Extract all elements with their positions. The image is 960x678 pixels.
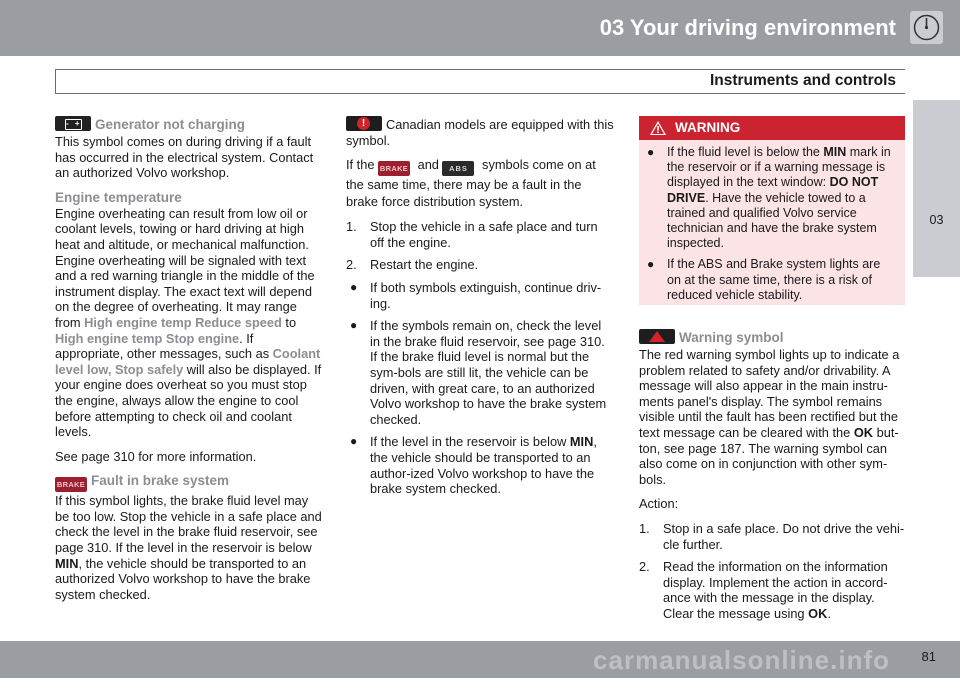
bullet-icon: ● xyxy=(350,318,358,333)
brake-bullets xyxy=(346,280,614,497)
bullet-text: If the level in the reservoir is below xyxy=(370,434,570,450)
warn1-text-3: . Have the vehicle towed to a trained and qualified Volvo service technician and have the brake system inspected. xyxy=(667,190,877,251)
red-triangle-icon xyxy=(639,329,675,344)
list-item xyxy=(346,219,614,250)
warning-triangle-icon xyxy=(649,120,667,136)
if-the-text: If the xyxy=(346,157,379,173)
step-number: 1. xyxy=(346,219,357,235)
message-coolant-low: Coolant level low, Stop safely xyxy=(55,346,321,377)
list-item xyxy=(643,257,897,303)
warn1-text-2: mark in the reservoir or if a warning message is displayed in the text window: xyxy=(667,145,891,190)
symbol-text-1: The red warning symbol lights up to indicate a problem related to safety and/or drivability. A message will also appear in the main instru-ments panel's display. The symbol remains visible until the fault has been rectified but the text message can be cleared with the xyxy=(639,347,900,440)
message-stop-engine: High engine temp Stop engine xyxy=(55,330,240,346)
abs-symbol-icon: ABS xyxy=(442,161,474,176)
page-number: 81 xyxy=(921,649,936,664)
bullet-text: If the symbols remain on, check the level in the brake fluid reservoir, see page 310. If the brake fluid level is normal but the sym-bols are still lit, the vehicle can be driven, with great care, to an authorized Volvo workshop to have the brake system checked. xyxy=(370,318,607,427)
bullet-icon: ● xyxy=(647,257,655,272)
restart-steps xyxy=(346,219,614,273)
watermark: carmanualsonline.info xyxy=(593,645,890,675)
symbol-text-2: but-ton, see page 187. The warning symbol can also come on in conjunction with other sym-bols. xyxy=(639,424,899,487)
speedometer-icon xyxy=(910,11,943,44)
and-text: and xyxy=(414,157,443,173)
canadian-text xyxy=(346,116,614,148)
step-text: Stop in a safe place. Do not drive the vehi-cle further. xyxy=(663,520,905,552)
bullet-icon: ● xyxy=(350,279,358,294)
engine-text-3: will also be displayed. If your engine does overheat so you must stop the engine, always allow the engine to cool before attempting to check oil and coolant levels. xyxy=(55,361,322,440)
engine-temp-heading: Engine temperature xyxy=(55,189,182,205)
warning-body xyxy=(639,140,905,303)
step-number: 2. xyxy=(346,257,357,273)
brake-symbol-icon: BRAKE xyxy=(55,477,87,492)
warning-title: WARNING xyxy=(675,120,741,135)
step-text: Restart the engine. xyxy=(370,257,479,273)
bullet-text: If both symbols extinguish, continue driv-ing. xyxy=(370,279,602,311)
warning-list xyxy=(643,145,897,303)
warning-header xyxy=(639,116,905,140)
brake-min: MIN xyxy=(55,555,79,571)
brake-symbol-icon: BRAKE xyxy=(378,161,410,176)
min-label: MIN xyxy=(569,434,594,450)
ok-label: OK xyxy=(853,424,874,440)
list-item xyxy=(643,145,897,251)
column-3 xyxy=(639,116,905,629)
brake-text-2: , the vehicle should be transported to an authorized Volvo workshop to have the brake system checked. xyxy=(55,555,311,602)
generator-heading xyxy=(55,116,323,133)
chapter-tab xyxy=(913,100,960,277)
engine-temp-text xyxy=(55,206,323,440)
bullet-icon: ● xyxy=(350,434,358,449)
ok-label: OK xyxy=(808,605,828,621)
generator-text: This symbol comes on during driving if a fault has occurred in the electrical system. Contact an authorized Volvo workshop. xyxy=(55,134,314,181)
chapter-title: 03 Your driving environment xyxy=(599,15,896,40)
list-item xyxy=(639,559,905,621)
warn1-min: MIN xyxy=(823,145,847,159)
list-item xyxy=(346,280,614,311)
list-item xyxy=(346,257,614,273)
canadian-text-body: Canadian models are equipped with this symbol. xyxy=(346,117,614,148)
engine-text-1: Engine overheating can result from low oil or coolant levels, towing or hard driving at high heat and altitude, or mechanical malfunction. Engine overheating will be signaled with text and a red warning triangle in the middle of the instrument display. The exact text will depend on the degree of overheating. It may range from xyxy=(55,205,315,330)
warn1-text: If the fluid level is below the xyxy=(667,145,824,159)
brake-text-1: If this symbol lights, the brake fluid level may be too low. Stop the vehicle in a safe place and check the level in the brake fluid reservoir, see page 310. If the level in the reservoir is below xyxy=(55,493,322,556)
message-reduce-speed: High engine temp Reduce speed xyxy=(84,314,282,330)
warning-symbol-heading-text: Warning symbol xyxy=(679,330,784,345)
warning-box xyxy=(639,116,905,305)
step-number: 1. xyxy=(639,520,650,536)
section-title: Instruments and controls xyxy=(709,72,896,89)
brake-fault-text xyxy=(55,493,323,602)
engine-text-2: . If appropriate, other messages, such as xyxy=(55,330,273,362)
see-page-text: See page 310 for more information. xyxy=(55,448,257,464)
do-not-drive: DO NOT DRIVE xyxy=(667,175,879,205)
list-item xyxy=(346,318,614,427)
brake-warning-icon xyxy=(346,116,382,131)
brake-fault-heading xyxy=(55,473,323,492)
warning-symbol-heading xyxy=(639,329,905,346)
battery-icon xyxy=(55,116,91,131)
to-text: to xyxy=(281,314,297,330)
brake-heading-text: Fault in brake system xyxy=(91,473,230,489)
warning-symbol-text xyxy=(639,347,905,487)
symbols-text: symbols come on at the same time, there may be a fault in the brake force distribution system. xyxy=(346,157,596,210)
list-item xyxy=(639,521,905,552)
generator-heading-text: Generator not charging xyxy=(95,117,246,132)
bullet-icon: ● xyxy=(647,145,655,159)
action-label: Action: xyxy=(639,496,679,512)
column-1 xyxy=(55,116,323,611)
list-item xyxy=(346,434,614,496)
header-band xyxy=(0,0,960,56)
footer-band xyxy=(0,641,960,678)
step-number: 2. xyxy=(639,559,650,575)
step-text: Stop the vehicle in a safe place and turn off the engine. xyxy=(370,219,598,250)
chapter-tab-number: 03 xyxy=(929,213,944,227)
step-text-end: . xyxy=(827,605,831,621)
step-text: Read the information on the information display. Implement the action in accord-ance with the message in the display. Clear the message using xyxy=(663,559,888,621)
bullet-text-end: , the vehicle should be transported to an author-ized Volvo workshop to have the brake system checked. xyxy=(370,434,597,497)
warn2-text: If the ABS and Brake system lights are on at the same time, there is a risk of reduced vehicle stability. xyxy=(667,257,881,302)
column-2 xyxy=(346,116,614,504)
action-steps xyxy=(639,521,905,622)
brake-abs-text xyxy=(346,156,614,210)
